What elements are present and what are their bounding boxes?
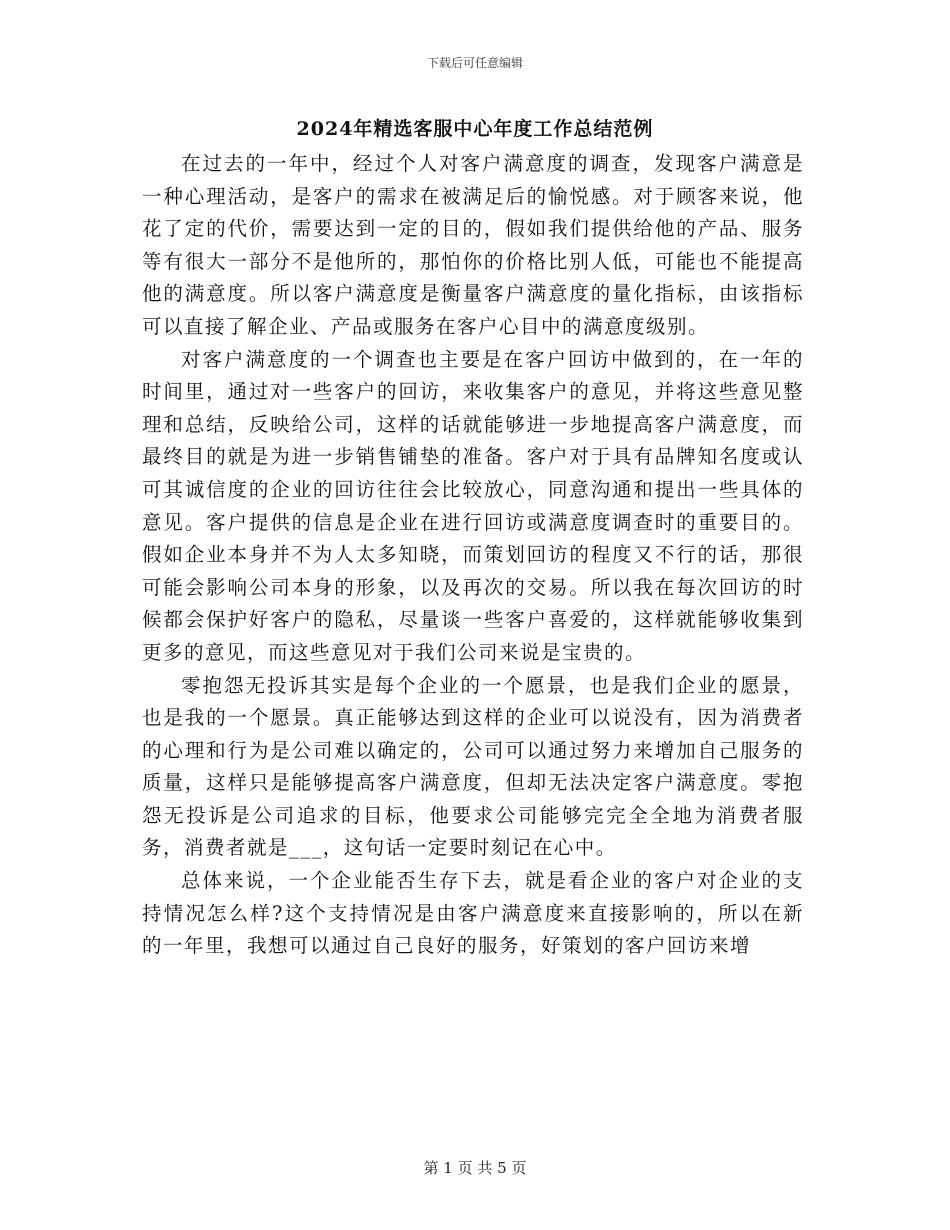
paragraph-2: 对客户满意度的一个调查也主要是在客户回访中做到的，在一年的时间里，通过对一些客户的回访，来收集客户的意见，并将这些意见整理和总结，反映给公司，这样的话就能够进一步地提高客户满意度，而最终目的就是为进一步销售铺垫的准备。客户对于具有品牌知名度或认可其诚信度的企业的回访往往会比较放心，同意沟通和提出一些具体的意见。客户提供的信息是企业在进行回访或满意度调查时的重要目的。假如企业本身并不为人太多知晓，而策划回访的程度又不行的话，那很可能会影响公司本身的形象，以及再次的交易。所以我在每次回访的时候都会保护好客户的隐私，尽量谈一些客户喜爱的，这样就能够收集到更多的意见，而这些意见对于我们公司来说是宝贵的。 [142,347,804,664]
document-title: 2024年精选客服中心年度工作总结范例 [296,118,654,140]
paragraph-3: 零抱怨无投诉其实是每个企业的一个愿景，也是我们企业的愿景，也是我的一个愿景。真正能够达到这样的企业可以说没有，因为消费者的心理和行为是公司难以确定的，公司可以通过努力来增加自己服务的质量，这样只是能够提高客户满意度，但却无法决定客户满意度。零抱怨无投诉是公司追求的目标，他要求公司能够完完全全地为消费者服务，消费者就是___，这句话一定要时刻记在心中。 [142,673,804,860]
page-number: 第 1 页 共 5 页 [423,1159,527,1177]
download-edit-note: 下载后可任意编辑 [426,56,523,70]
paragraph-1: 在过去的一年中，经过个人对客户满意度的调查，发现客户满意是一种心理活动，是客户的需求在被满足后的愉悦感。对于顾客来说，他花了定的代价，需要达到一定的目的，假如我们提供给他的产品、服务等有很大一部分不是他所的，那怕你的价格比别人低，可能也不能提高他的满意度。所以客户满意度是衡量客户满意度的量化指标，由该指标可以直接了解企业、产品或服务在客户心目中的满意度级别。 [142,152,804,338]
document-body [142,148,804,963]
paragraph-4: 总体来说，一个企业能否生存下去，就是看企业的客户对企业的支持情况怎么样?这个支持情况是由客户满意度来直接影响的，所以在新的一年里，我想可以通过自己良好的服务，好策划的客户回访来增 [142,869,804,958]
